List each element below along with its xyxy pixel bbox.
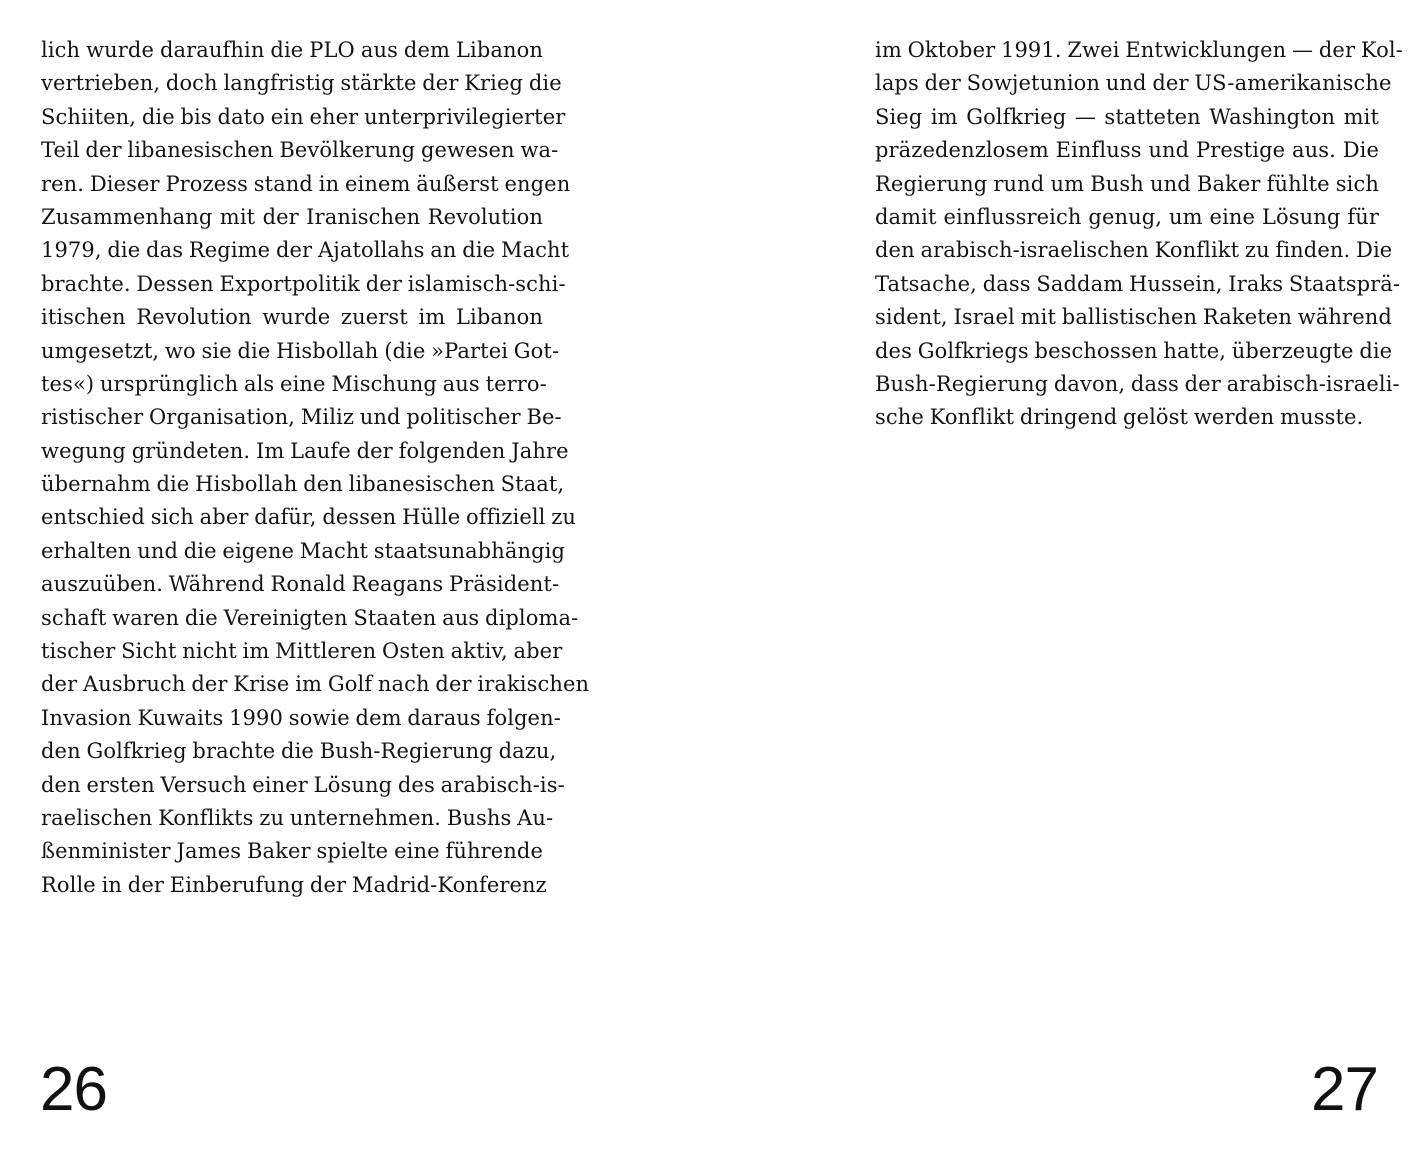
text-line: ßenminister James Baker spielte eine führende	[41, 839, 543, 864]
text-line: laps der Sowjetunion und der US-amerikanische	[875, 71, 1392, 96]
text-line: damit einflussreich genug, um eine Lösung für	[875, 204, 1379, 229]
text-line: auszuüben. Während Ronald Reagans Präsident-	[41, 572, 560, 597]
text-line: tes«) ursprünglich als eine Mischung aus terro-	[41, 371, 547, 396]
text-line: den Golfkrieg brachte die Bush-Regierung dazu,	[41, 739, 557, 764]
text-line: wegung gründeten. Im Laufe der folgenden Jahre	[41, 438, 569, 463]
text-line: Bush-Regierung davon, dass der arabisch-israeli-	[875, 371, 1400, 396]
text-line: tischer Sicht nicht im Mittleren Osten aktiv, aber	[41, 639, 563, 664]
text-line: Invasion Kuwaits 1990 sowie dem daraus folgen-	[41, 705, 561, 730]
text-line: Sieg im Golfkrieg — statteten Washington mit	[875, 104, 1379, 129]
text-line: erhalten und die eigene Macht staatsunabhängig	[41, 538, 566, 563]
text-line: brachte. Dessen Exportpolitik der islamisch-schi-	[41, 271, 566, 296]
right-page	[709, 0, 1418, 1152]
text-line: ren. Dieser Prozess stand in einem äußerst engen	[41, 171, 571, 196]
text-line: umgesetzt, wo sie die Hisbollah (die »Partei Got-	[41, 338, 560, 363]
text-line: entschied sich aber dafür, dessen Hülle offiziell zu	[41, 505, 577, 530]
text-line: übernahm die Hisbollah den libanesischen Staat,	[41, 472, 565, 497]
text-line: ristischer Organisation, Miliz und politischer Be-	[41, 405, 562, 430]
text-line: 1979, die das Regime der Ajatollahs an die Macht	[41, 238, 570, 263]
page-number-left: 26	[40, 1055, 107, 1124]
text-line: lich wurde daraufhin die PLO aus dem Libanon	[41, 38, 543, 62]
text-line: den arabisch-israelischen Konflikt zu finden. Die	[875, 238, 1393, 263]
text-line: Zusammenhang mit der Iranischen Revolution	[41, 204, 543, 229]
text-line: Tatsache, dass Saddam Hussein, Iraks Staatsprä-	[875, 271, 1401, 296]
left-page-body-text	[41, 34, 590, 902]
right-page-body-text	[875, 34, 1403, 435]
text-line: schaft waren die Vereinigten Staaten aus diploma-	[41, 605, 579, 630]
text-line: vertrieben, doch langfristig stärkte der Krieg die	[41, 71, 562, 96]
page-number-right: 27	[1311, 1055, 1378, 1124]
text-line: sident, Israel mit ballistischen Raketen während	[875, 305, 1392, 330]
text-line: itischen Revolution wurde zuerst im Libanon	[41, 305, 543, 330]
text-line: Rolle in der Einberufung der Madrid-Konferenz	[41, 872, 547, 897]
text-line: präzedenzlosem Einfluss und Prestige aus. Die	[875, 138, 1379, 163]
text-line: Teil der libanesischen Bevölkerung gewesen wa-	[41, 138, 559, 163]
text-line: der Ausbruch der Krise im Golf nach der irakischen	[41, 672, 590, 697]
text-line: im Oktober 1991. Zwei Entwicklungen — der Kol-	[875, 38, 1403, 62]
text-line: raelischen Konflikts zu unternehmen. Bushs Au-	[41, 805, 554, 830]
text-line: Regierung rund um Bush und Baker fühlte sich	[875, 171, 1379, 196]
text-line: sche Konflikt dringend gelöst werden musste.	[875, 405, 1364, 430]
text-line: des Golfkriegs beschossen hatte, überzeugte die	[875, 338, 1393, 363]
text-line: Schiiten, die bis dato ein eher unterprivilegierter	[41, 104, 566, 129]
text-line: den ersten Versuch einer Lösung des arabisch-is-	[41, 772, 565, 797]
